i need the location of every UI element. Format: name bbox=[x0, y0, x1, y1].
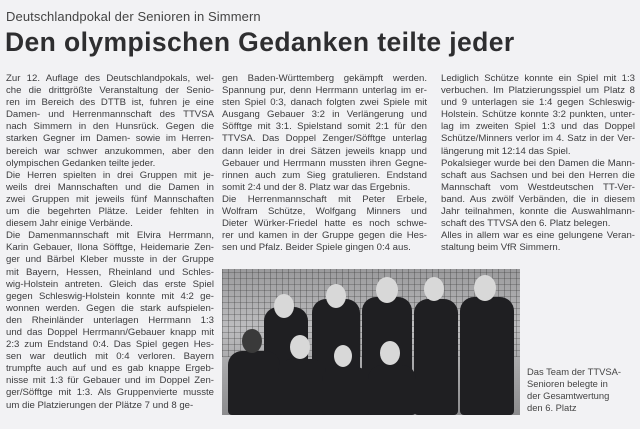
caption-line: Das Team der TTVSA- bbox=[527, 366, 621, 377]
text-line: Lediglich Schütze konnte ein Spiel mit 1:3 bbox=[441, 73, 635, 84]
text-line: lag im zweiten Spiel 1:3 und das Doppel bbox=[441, 121, 635, 133]
text-line: dann leider in drei Sätzen jeweils knapp und bbox=[222, 145, 427, 157]
text-line: Karin Gebauer, Ilona Söfftge, Heidemarie Zen- bbox=[6, 242, 214, 254]
text-line: Die Herrenmannschaft mit Peter Erbele, bbox=[222, 193, 427, 205]
text-line: schaft aus Sachsen und bei den Herren die bbox=[441, 169, 635, 181]
text-line: Dieter Würker-Friedel hatte es noch schwe- bbox=[222, 218, 427, 230]
text-line: bereich war schwer anzukommen, aber den bbox=[6, 145, 214, 157]
text-line: Holstein. Schütze konnte 3:2 punkten, unter- bbox=[441, 109, 635, 121]
text-line: rinnen auch zum Sieg gratulieren. Endstand bbox=[222, 169, 427, 181]
article-column-1 bbox=[6, 73, 214, 412]
photo-person bbox=[228, 351, 280, 415]
photo-caption bbox=[527, 366, 621, 414]
text-line: Alles in allem war es eine gelungene Veran- bbox=[441, 230, 635, 242]
text-line: Gebauer und Herrmann mussten ihren Gegne- bbox=[222, 157, 427, 169]
article-kicker: Deutschlandpokal der Senioren in Simmern bbox=[6, 9, 261, 24]
text-line: wig-Holstein antreten. Gleich das erste Spiel bbox=[6, 278, 214, 290]
photo-person-head bbox=[424, 277, 444, 301]
text-line: um die begehrten Plätze. Leider fehlten in bbox=[6, 206, 214, 218]
text-line: Mannschaft vom Westdeutschen TT-Ver- bbox=[441, 181, 635, 193]
text-line: mit Bayern, Hessen, Rheinland und Schles- bbox=[6, 266, 214, 278]
text-line: band. Aus zwölf Verbänden, die in diesem bbox=[441, 193, 635, 205]
paragraph bbox=[222, 194, 427, 254]
caption-line: den 6. Platz bbox=[527, 402, 577, 413]
text-line: Ausgang Gebauer 3:2 in Verlängerung und bbox=[222, 109, 427, 121]
paragraph bbox=[441, 158, 635, 231]
text-line: diesem Jahr einige Verbände. bbox=[6, 218, 133, 230]
text-line: um die Platzierungen der Plätze 7 und 8 ge- bbox=[6, 399, 194, 411]
article-column-3 bbox=[441, 73, 635, 254]
text-line: gen Baden-Württemberg gekämpft werden. bbox=[222, 73, 427, 84]
text-line: staltung beim VfR Simmern. bbox=[441, 242, 561, 254]
text-line: längerung mit 12:14 das Spiel. bbox=[441, 145, 571, 157]
article-column-2 bbox=[222, 73, 427, 254]
text-line: Zur 12. Auflage des Deutschlandpokals, wel- bbox=[6, 73, 214, 84]
article-headline: Den olympischen Gedanken teilte jeder bbox=[5, 27, 515, 57]
photo-person-head bbox=[326, 284, 346, 308]
caption-line: der Gesamtwertung bbox=[527, 390, 610, 401]
text-line: olympischen Gedanken teilte jeder. bbox=[6, 157, 156, 169]
text-line: TTVSA. Das Doppel Zenger/Söfftge unterlag bbox=[222, 133, 427, 145]
text-line: ger/Söfftge mit 1:3. Als Gruppenvierte musste bbox=[6, 387, 214, 399]
photo-person-head bbox=[474, 275, 496, 301]
text-line: Wolfram Schütze, Wolfgang Minners und bbox=[222, 206, 427, 218]
paragraph bbox=[6, 230, 214, 411]
text-line: che die drittgrößte Veranstaltung der Senio- bbox=[6, 85, 214, 97]
team-photo bbox=[222, 269, 520, 415]
paragraph bbox=[6, 170, 214, 230]
text-line: Söfftge mit 3:1. Spielstand somit 2:1 für den bbox=[222, 121, 427, 133]
photo-person-head bbox=[380, 341, 400, 365]
text-line: Die Damenmannschaft mit Elvira Herrmann, bbox=[6, 230, 214, 242]
text-line: nisse mit 1:3 für Gebauer und im Doppel Zen- bbox=[6, 375, 214, 387]
text-line: sen und Pfalz. Beider Spiele gingen 0:4 aus. bbox=[222, 242, 411, 254]
photo-person bbox=[460, 297, 514, 415]
photo-person bbox=[278, 359, 326, 415]
text-line: Pokalsieger wurde bei den Damen die Mann- bbox=[441, 157, 635, 169]
text-line: den Rheinländer unterlagen Herrmann 1:3 bbox=[6, 314, 214, 326]
text-line: ger und Bärbel Kleber musste in der Gruppe bbox=[6, 254, 214, 266]
text-line: rer und kamen in der Gruppe gegen die Hes- bbox=[222, 230, 427, 242]
text-line: sten Spiel 0:3, danach folgten zwei Spiele mit bbox=[222, 97, 427, 109]
photo-person bbox=[322, 367, 370, 415]
photo-person-head bbox=[334, 345, 352, 367]
caption-line: Senioren belegte in bbox=[527, 378, 608, 389]
text-line: wonnen werden. Gegen die stark aufspielen- bbox=[6, 302, 214, 314]
text-line: und das Doppel Herrmann/Gebauer knapp mit bbox=[6, 326, 214, 338]
text-line: 2:3 zum Endstand 0:4. Das Spiel gegen Hes- bbox=[6, 339, 214, 351]
text-line: Spannung pur, denn Herrmann unterlag im er- bbox=[222, 85, 427, 97]
text-line: Schütze/Minners verlor im 4. Satz in der Ver- bbox=[441, 133, 635, 145]
text-line: und 9 unterlagen sie 1:4 gegen Schleswig- bbox=[441, 97, 635, 109]
text-line: Die Herren spielten in drei Gruppen mit je- bbox=[6, 169, 214, 181]
photo-person bbox=[368, 365, 416, 415]
paragraph bbox=[222, 73, 427, 194]
text-line: trumpfte auch auf und es gab knappe Ergeb- bbox=[6, 363, 214, 375]
text-line: ren im Bereich des DTTB ist, fuhren je eine bbox=[6, 97, 214, 109]
paragraph bbox=[441, 230, 635, 254]
text-line: schaft des TTVSA den 6. Platz belegen. bbox=[441, 218, 611, 230]
text-line: zwei Gruppen mit jeweils fünf Mannschaften bbox=[6, 193, 214, 205]
text-line: nach Simmern in den Hunsrück. Gegen die bbox=[6, 121, 214, 133]
paragraph bbox=[6, 73, 214, 170]
text-line: Damen- und Herrenmannschaft des TTVSA bbox=[6, 109, 214, 121]
photo-person-head bbox=[242, 329, 262, 353]
text-line: weils drei Mannschaften und die Damen in bbox=[6, 181, 214, 193]
text-line: sen war deutlich mit 0:4 verloren. Bayern bbox=[6, 351, 214, 363]
text-line: gegen Schleswig-Holstein konnte mit 4:2 ge- bbox=[6, 290, 214, 302]
text-line: starken Gegner im Damen- sowie im Herren- bbox=[6, 133, 214, 145]
paragraph bbox=[441, 73, 635, 158]
text-line: Jahr teilnahmen, konnte die Auswahlmann- bbox=[441, 206, 635, 218]
photo-person-head bbox=[274, 294, 294, 318]
photo-person bbox=[414, 299, 458, 415]
photo-person-head bbox=[376, 277, 398, 303]
text-line: verbuchen. Im Platzierungsspiel um Platz 8 bbox=[441, 85, 635, 97]
text-line: somit 2:4 und der 8. Platz war das Ergebnis. bbox=[222, 181, 411, 193]
photo-person-head bbox=[290, 335, 310, 359]
